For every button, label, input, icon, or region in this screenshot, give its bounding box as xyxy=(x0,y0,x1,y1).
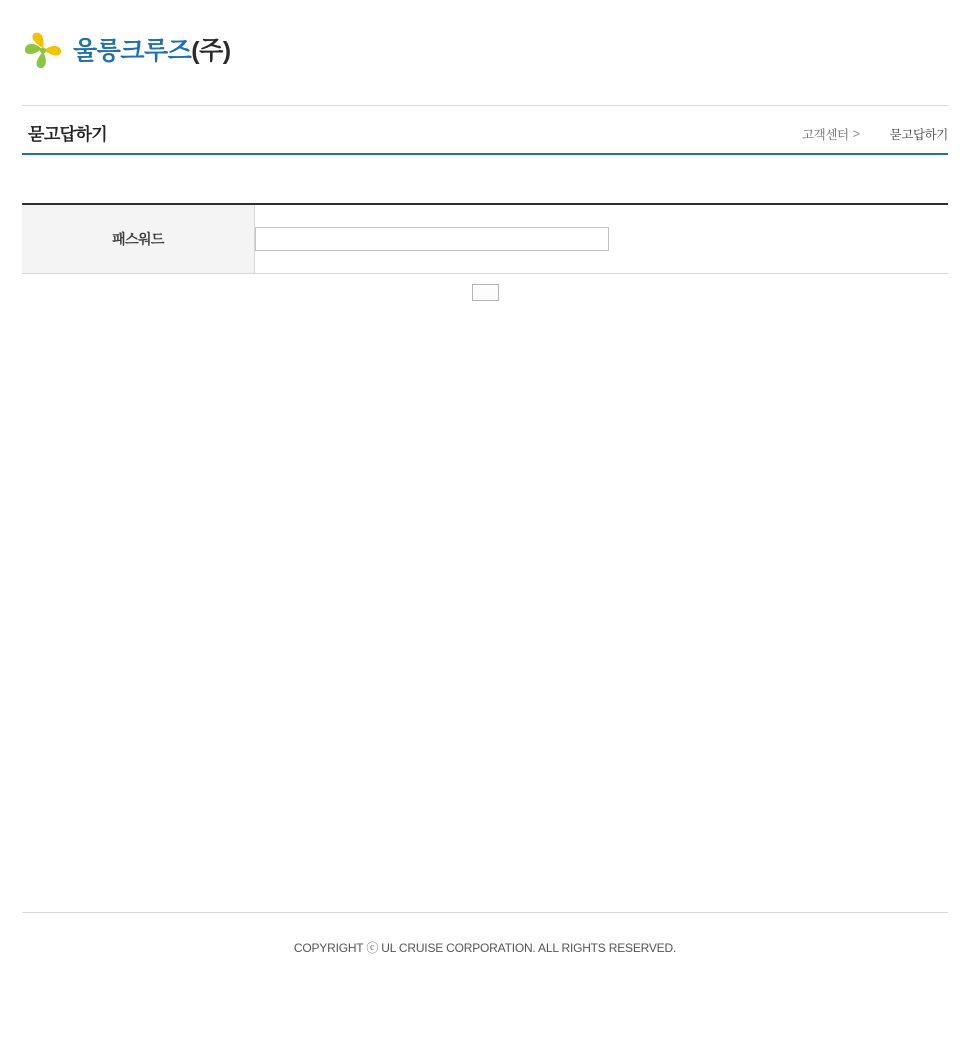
password-label: 패스워드 xyxy=(22,205,255,274)
brand-name-primary: 울릉크루즈 xyxy=(73,36,192,65)
password-field-cell xyxy=(255,205,949,274)
button-row xyxy=(22,284,948,305)
brand-name-suffix: (주) xyxy=(191,36,231,65)
breadcrumb-parent[interactable]: 고객센터 xyxy=(802,128,849,142)
site-header xyxy=(0,0,970,105)
subheader-bar xyxy=(22,105,948,155)
main-content xyxy=(22,203,948,305)
page-title: 묻고답하기 xyxy=(28,125,108,144)
breadcrumb xyxy=(802,125,948,143)
footer-divider xyxy=(22,912,948,913)
site-footer xyxy=(0,912,970,956)
confirm-button[interactable] xyxy=(472,284,499,301)
breadcrumb-separator-icon: > xyxy=(852,127,860,141)
pinwheel-flower-logo-icon xyxy=(22,30,64,72)
brand-name xyxy=(73,36,231,65)
breadcrumb-current: 묻고답하기 xyxy=(889,128,948,142)
site-logo[interactable] xyxy=(22,30,231,72)
password-input[interactable] xyxy=(255,227,609,251)
table-row xyxy=(22,205,948,274)
copyright-text: COPYRIGHT ⓒ UL CRUISE CORPORATION. ALL RIGHTS RESERVED. xyxy=(293,941,677,955)
password-form-table xyxy=(22,205,948,274)
